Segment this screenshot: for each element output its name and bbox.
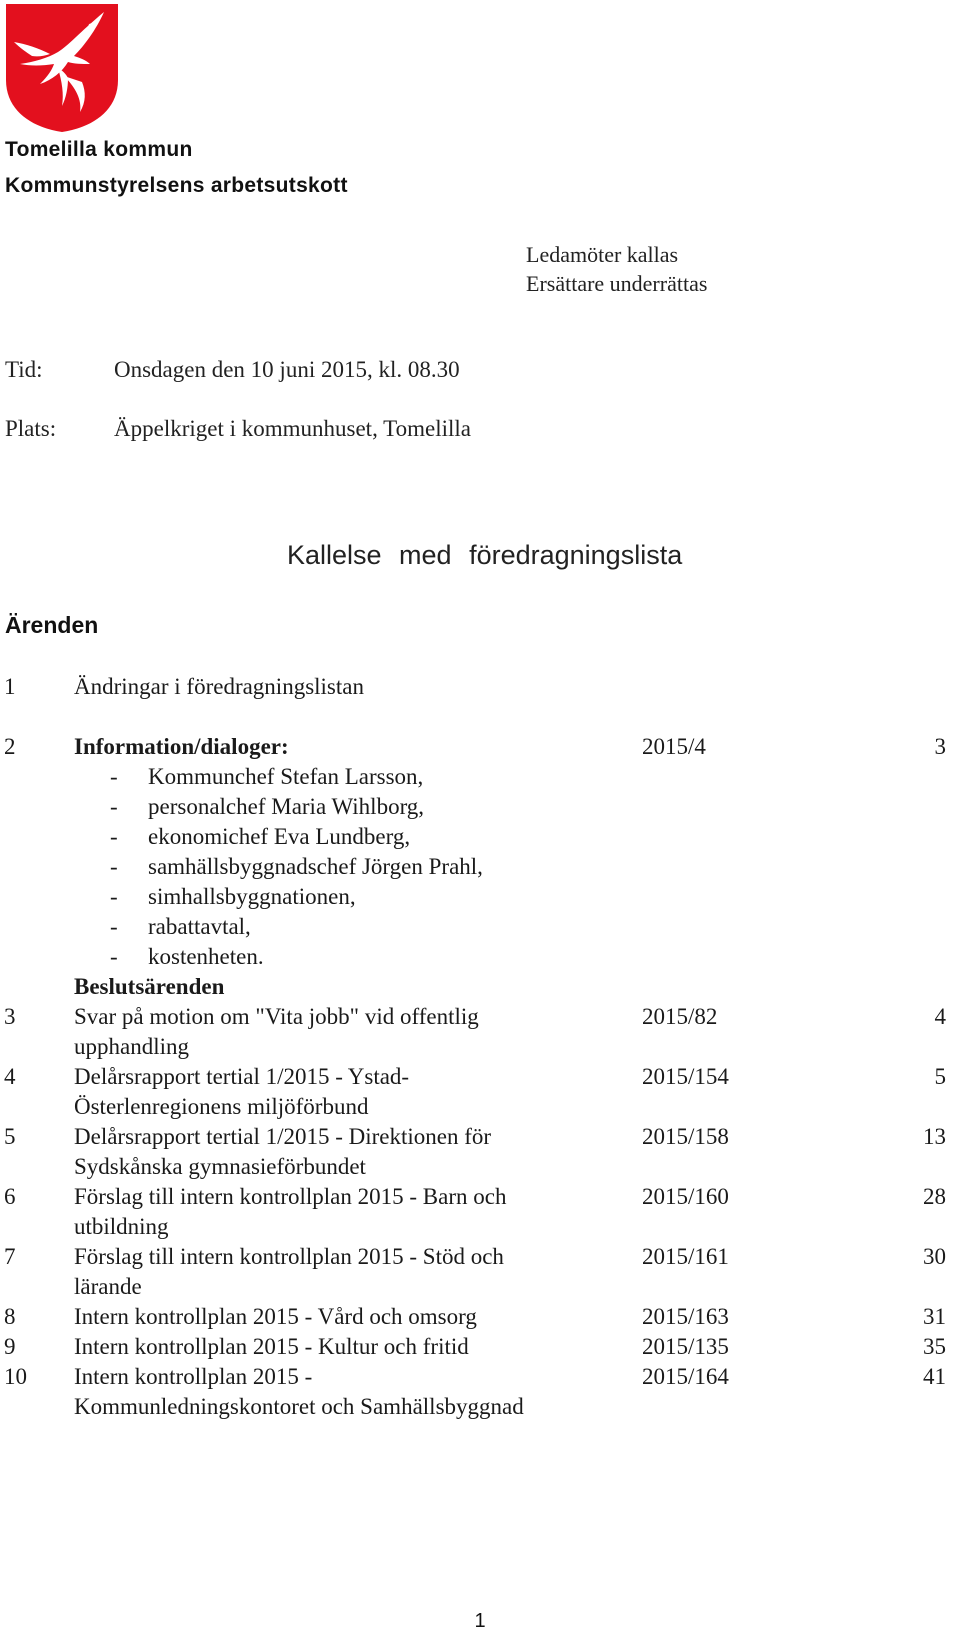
- item-number: 9: [4, 1334, 16, 1359]
- page-reference: 28: [923, 1184, 946, 1209]
- agenda-item: [0, 1302, 960, 1332]
- page-reference: 31: [923, 1304, 946, 1329]
- item-number: 8: [4, 1304, 16, 1329]
- case-number: 2015/161: [642, 1244, 729, 1269]
- case-number: 2015/4: [642, 734, 706, 759]
- item-number: 4: [4, 1064, 16, 1089]
- item-title: Svar på motion om "Vita jobb" vid offentlig upphandling: [74, 1004, 479, 1059]
- place-label: Plats:: [5, 416, 57, 441]
- agenda-item: [0, 732, 960, 762]
- page-number: 1: [474, 1610, 486, 1632]
- agenda-item: [0, 1242, 960, 1302]
- item-number: 3: [4, 1004, 16, 1029]
- item-title: Delårsrapport tertial 1/2015 - Ystad- Österlenregionens miljöförbund: [74, 1064, 410, 1119]
- page-reference: 4: [934, 1004, 946, 1029]
- page-reference: 30: [923, 1244, 946, 1269]
- item-title: Intern kontrollplan 2015 - Kommunledningskontoret och Samhällsbyggnad: [74, 1364, 524, 1419]
- sub-item: - personalchef Maria Wihlborg,: [110, 794, 425, 819]
- item-title: Förslag till intern kontrollplan 2015 - Stöd och lärande: [74, 1244, 504, 1299]
- decisions-header: Beslutsärenden: [74, 974, 225, 999]
- page-reference: 5: [934, 1064, 946, 1089]
- org-name: Tomelilla kommun: [5, 138, 193, 161]
- sub-item: - kostenheten.: [110, 944, 264, 969]
- case-number: 2015/158: [642, 1124, 729, 1149]
- section-title: Ärenden: [5, 612, 99, 638]
- case-number: 2015/164: [642, 1364, 729, 1389]
- page-reference: 3: [934, 734, 946, 759]
- page-reference: 35: [923, 1334, 946, 1359]
- case-number: 2015/163: [642, 1304, 729, 1329]
- page-reference: 41: [923, 1364, 946, 1389]
- agenda-item: [0, 1182, 960, 1242]
- sub-item: - simhallsbyggnationen,: [110, 884, 356, 909]
- sub-item: - samhällsbyggnadschef Jörgen Prahl,: [110, 854, 483, 879]
- item-number: 7: [4, 1244, 16, 1269]
- agenda-item: [0, 1062, 960, 1122]
- item-number: 1: [4, 674, 16, 699]
- place-value: Äppelkriget i kommunhuset, Tomelilla: [114, 416, 471, 441]
- agenda-item: [0, 1332, 960, 1362]
- sub-item: - rabattavtal,: [110, 914, 251, 939]
- item-title: Ändringar i föredragningslistan: [74, 674, 364, 699]
- page-reference: 13: [923, 1124, 946, 1149]
- item-title: Information/dialoger:: [74, 734, 289, 759]
- item-number: 5: [4, 1124, 16, 1149]
- sub-item: - ekonomichef Eva Lundberg,: [110, 824, 411, 849]
- item-title: Intern kontrollplan 2015 - Vård och omsorg: [74, 1304, 477, 1329]
- agenda-item: [0, 1122, 960, 1182]
- item-title: Intern kontrollplan 2015 - Kultur och fritid: [74, 1334, 469, 1359]
- case-number: 2015/160: [642, 1184, 729, 1209]
- agenda-list: [0, 672, 960, 1422]
- committee-name: Kommunstyrelsens arbetsutskott: [5, 174, 348, 197]
- substitutes-notified: Ersättare underrättas: [526, 271, 708, 296]
- members-summoned: Ledamöter kallas: [526, 242, 679, 267]
- item-title: Delårsrapport tertial 1/2015 - Direktionen för Sydskånska gymnasieförbundet: [74, 1124, 492, 1179]
- agenda-item: [0, 1362, 960, 1422]
- item-title: Förslag till intern kontrollplan 2015 - Barn och utbildning: [74, 1184, 507, 1239]
- item-number: 2: [4, 734, 16, 759]
- coat-of-arms-logo: [4, 2, 120, 134]
- item-number: 10: [4, 1364, 27, 1389]
- document-heading: Kallelse med föredragningslista: [287, 540, 683, 570]
- time-label: Tid:: [5, 357, 43, 382]
- agenda-item: [0, 672, 960, 702]
- time-value: Onsdagen den 10 juni 2015, kl. 08.30: [114, 357, 460, 382]
- item-number: 6: [4, 1184, 16, 1209]
- agenda-item: [0, 1002, 960, 1062]
- case-number: 2015/82: [642, 1004, 718, 1029]
- sub-item: - Kommunchef Stefan Larsson,: [110, 764, 424, 789]
- case-number: 2015/154: [642, 1064, 729, 1089]
- case-number: 2015/135: [642, 1334, 729, 1359]
